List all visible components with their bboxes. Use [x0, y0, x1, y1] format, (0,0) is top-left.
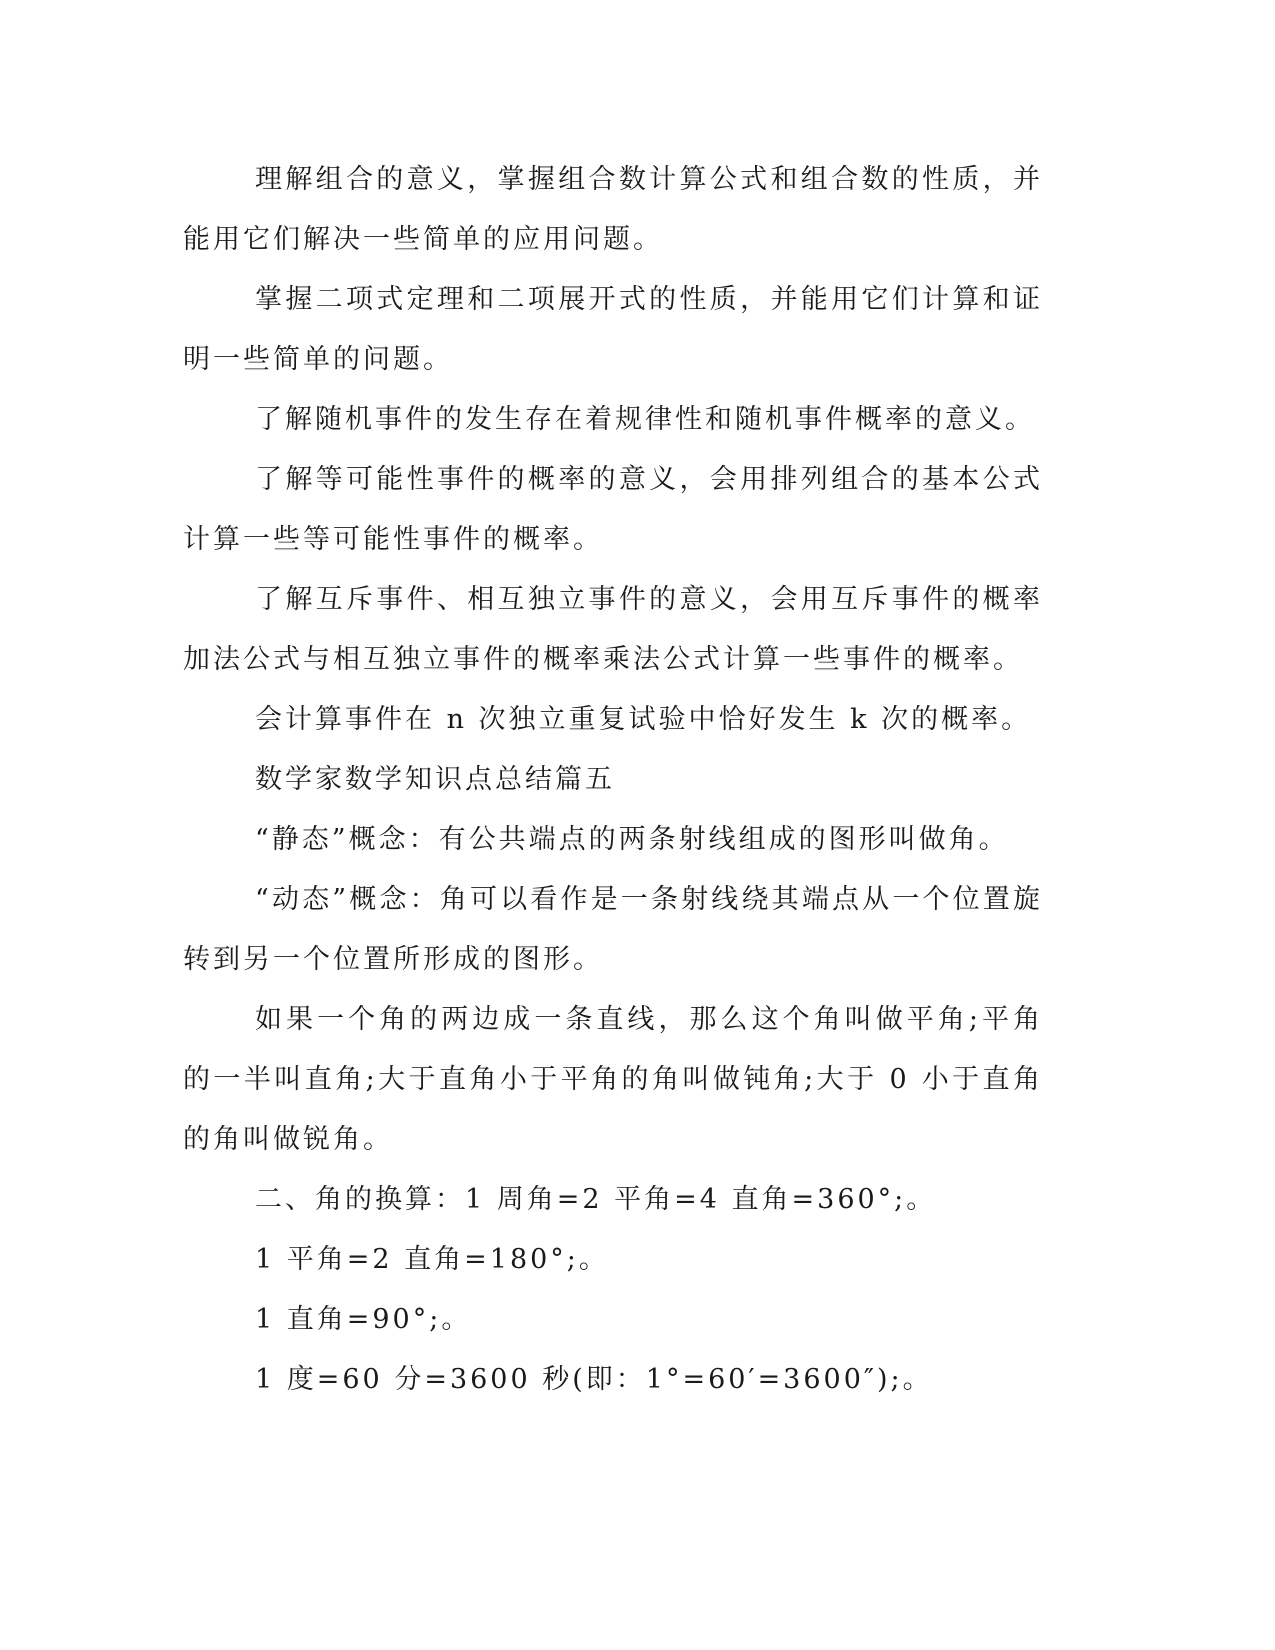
- paragraph-repeated-trials: 会计算事件在 n 次独立重复试验中恰好发生 k 次的概率。: [255, 704, 1032, 735]
- section-heading: 数学家数学知识点总结篇五: [255, 764, 615, 795]
- paragraph-random-event: 了解随机事件的发生存在着规律性和随机事件概率的意义。: [255, 404, 1035, 435]
- document-body: [183, 150, 1043, 1410]
- paragraph-combination: 理解组合的意义，掌握组合数计算公式和组合数的性质，并能用它们解决一些简单的应用问题。: [183, 164, 1043, 255]
- paragraph-static-concept: “静态”概念：有公共端点的两条射线组成的图形叫做角。: [255, 824, 1009, 855]
- paragraph-degree-conversion: 1 度=60 分=3600 秒(即：1°=60′=3600″);。: [255, 1364, 933, 1395]
- paragraph-equal-probability: 了解等可能性事件的概率的意义，会用排列组合的基本公式计算一些等可能性事件的概率。: [183, 464, 1043, 555]
- paragraph-right-angle: 1 直角=90°;。: [255, 1304, 472, 1335]
- paragraph-straight-angle: 1 平角=2 直角=180°;。: [255, 1244, 609, 1275]
- paragraph-mutually-exclusive: 了解互斥事件、相互独立事件的意义，会用互斥事件的概率加法公式与相互独立事件的概率乘法公式计算一些事件的概率。: [183, 584, 1043, 675]
- paragraph-binomial: 掌握二项式定理和二项展开式的性质，并能用它们计算和证明一些简单的问题。: [183, 284, 1043, 375]
- paragraph-angle-types: 如果一个角的两边成一条直线，那么这个角叫做平角;平角的一半叫直角;大于直角小于平角的角叫做钝角;大于 0 小于直角的角叫做锐角。: [183, 1004, 1043, 1155]
- paragraph-dynamic-concept: “动态”概念：角可以看作是一条射线绕其端点从一个位置旋转到另一个位置所形成的图形。: [183, 884, 1043, 975]
- paragraph-angle-conversion: 二、角的换算：1 周角=2 平角=4 直角=360°;。: [255, 1184, 937, 1215]
